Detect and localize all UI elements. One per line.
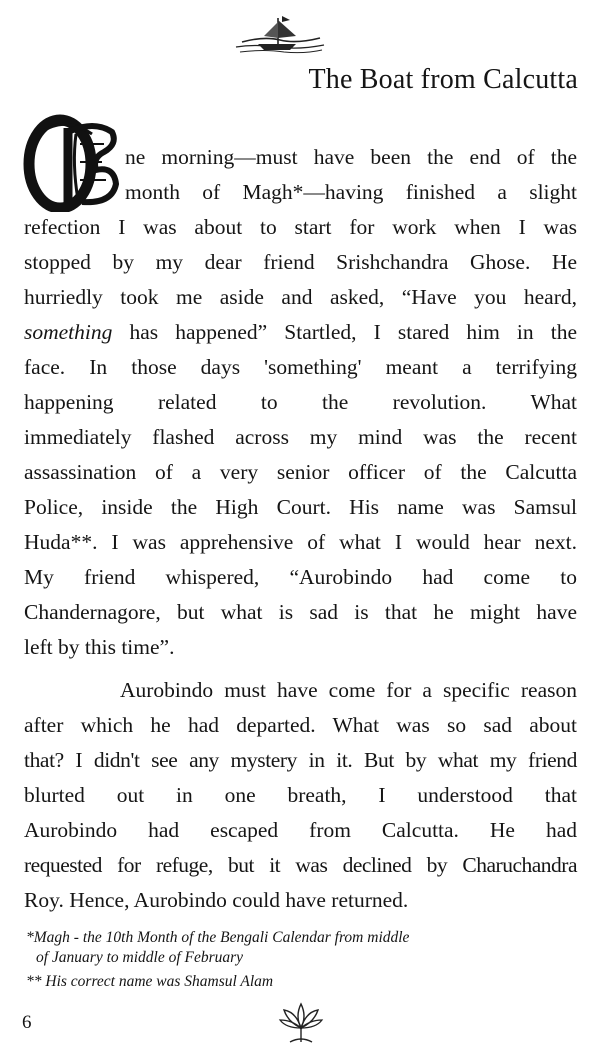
- text-line: month of Magh*—having finished a slight: [125, 180, 577, 204]
- text-line: after which he had departed. What was so sad about: [24, 713, 577, 737]
- text-line: Roy. Hence, Aurobindo could have returned.: [24, 888, 409, 912]
- text-line: ne morning—must have been the end of the: [125, 145, 577, 169]
- page-number: 6: [22, 1012, 32, 1033]
- text-line: face. In those days 'something' meant a terrifying: [24, 355, 577, 379]
- footnote: of January to middle of February: [36, 949, 244, 966]
- drop-cap-letter: [22, 114, 122, 212]
- text-line: blurted out in one breath, I understood that: [24, 783, 577, 807]
- text-line: [24, 318, 577, 346]
- footnote: *Magh - the 10th Month of the Bengali Calendar from middle: [26, 929, 410, 946]
- text-line: stopped by my dear friend Srishchandra Ghose. He: [24, 250, 577, 274]
- text-line: Aurobindo must have come for a specific reason: [120, 678, 577, 702]
- text-line: happening related to the revolution. What: [24, 390, 577, 414]
- text-line: left by this time”.: [24, 635, 175, 659]
- text-line: Police, inside the High Court. His name was Samsul: [24, 495, 577, 519]
- text-line: Aurobindo had escaped from Calcutta. He had: [24, 818, 577, 842]
- chapter-title: The Boat from Calcutta: [308, 64, 578, 95]
- sailboat-icon: [234, 14, 326, 54]
- text-line: Chandernagore, but what is sad is that he might have: [24, 600, 577, 624]
- text-line-rest: has happened” Startled, I stared him in the: [129, 320, 577, 344]
- text-line: hurriedly took me aside and asked, “Have you heard,: [24, 285, 577, 309]
- italic-emphasis: something: [24, 320, 113, 344]
- text-line: My friend whispered, “Aurobindo had come to: [24, 565, 577, 589]
- text-line: requested for refuge, but it was declined by Charuchandra: [24, 853, 577, 877]
- text-line: Huda**. I was apprehensive of what I would hear next.: [24, 530, 577, 554]
- text-line: immediately flashed across my mind was the recent: [24, 425, 577, 449]
- text-line: refection I was about to start for work when I was: [24, 215, 577, 239]
- lotus-icon: [276, 998, 326, 1048]
- text-line: assassination of a very senior officer of the Calcutta: [24, 460, 577, 484]
- footnote: ** His correct name was Shamsul Alam: [26, 973, 274, 990]
- text-line: that? I didn't see any mystery in it. But by what my friend: [24, 748, 577, 772]
